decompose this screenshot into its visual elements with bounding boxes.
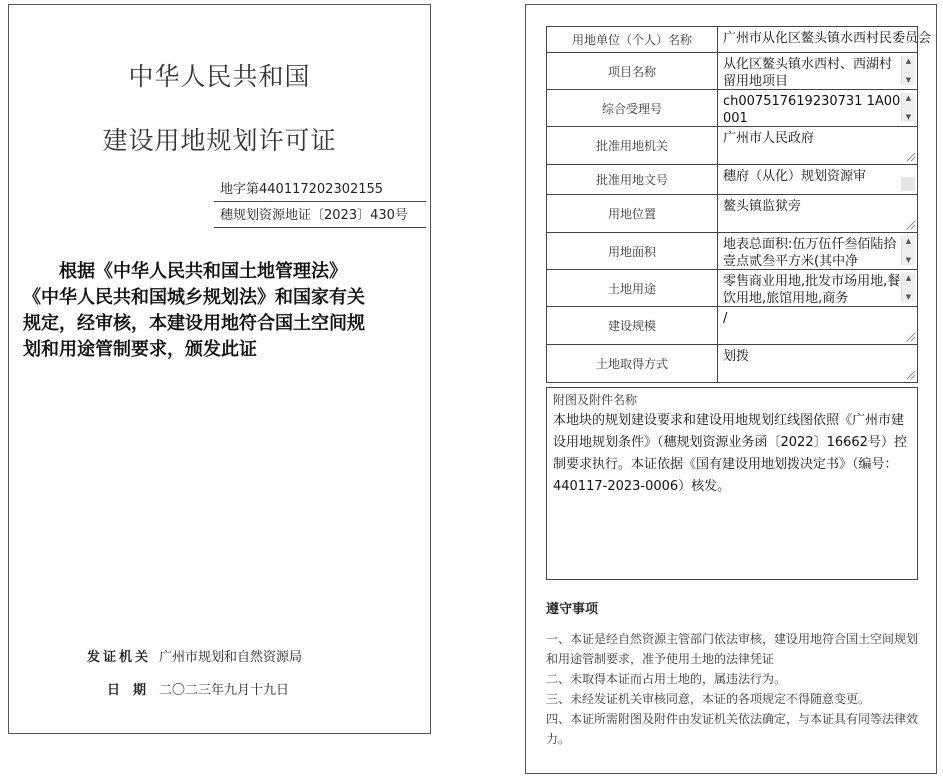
scroll-up-icon[interactable]: ▲ [905, 94, 912, 102]
notice-item: 一、本证是经自然资源主管部门依法审核，建设用地符合国土空间规划和用途管制要求，准予使用土地的法律凭证 [546, 632, 919, 666]
certificate-cover-page [8, 4, 431, 734]
row-label: 批准用地机关 [547, 127, 718, 165]
scroll-up-icon[interactable]: ▲ [905, 274, 912, 282]
scroll-up-icon[interactable]: ▲ [905, 57, 912, 65]
row-label: 用地位置 [547, 195, 718, 233]
attachment-text: 本地块的规划建设要求和建设用地规划红线图依照《广州市建设用地规划条件》（穗规划资源业务函〔2022〕16662号）控制要求执行。本证依据《国有建设用地划拨决定书》（编号：440117-2023-0006）核发。 [553, 413, 907, 494]
row-label: 用地面积 [547, 233, 718, 270]
scroll-down-icon[interactable]: ▼ [905, 113, 912, 121]
scroll-down-icon[interactable]: ▼ [905, 293, 912, 301]
declaration-line: 《中华人民共和国城乡规划法》和国家有关 [23, 287, 365, 308]
declaration-line: 规定，经审核，本建设用地符合国土空间规 [23, 313, 365, 334]
attachment-box [546, 387, 918, 580]
scroll-down-icon[interactable]: ▼ [905, 256, 912, 264]
table-row [547, 233, 918, 270]
date-label: 日期 [107, 683, 160, 698]
issuer-value: 广州市规划和自然资源局 [159, 650, 303, 665]
issuer-row [87, 646, 302, 665]
scroll-up-icon[interactable]: ▲ [905, 237, 912, 245]
notice-item: 二、未取得本证而占用土地的，属违法行为。 [546, 672, 787, 686]
row-label: 批准用地文号 [547, 165, 718, 195]
title-certificate: 建设用地规划许可证 [102, 126, 337, 155]
date-value: 二〇二三年九月十九日 [159, 683, 290, 698]
table-row [547, 195, 918, 233]
declaration-line: 划和用途管制要求，颁发此证 [23, 339, 257, 360]
land-use-field[interactable]: 零售商业用地,批发市场用地,餐饮用地,旅馆用地,商务 ▲ ▼ [718, 270, 917, 305]
resize-grip-icon[interactable] [905, 331, 915, 341]
scrollbar[interactable] [901, 273, 915, 302]
unit-name-field[interactable]: 广州市从化区鳌头镇水西村民委员会 [723, 31, 932, 46]
construction-scale-field[interactable]: / [718, 307, 917, 343]
notice-item: 三、未经发证机关审核同意，本证的各项规定不得随意变更。 [546, 692, 871, 706]
table-row [547, 127, 918, 165]
certificate-number: 地字第440117202302155 [214, 176, 426, 202]
resize-grip-icon[interactable] [901, 177, 915, 191]
land-area-field[interactable]: 地表总面积:伍万伍仟叁佰陆拾壹点贰叁平方米(其中净 ▲ ▼ [718, 233, 917, 268]
certificate-document-number: 穗规划资源地证〔2023〕430号 [214, 202, 426, 228]
land-location-field[interactable]: 鳌头镇监狱旁 [718, 195, 917, 231]
table-row [547, 345, 918, 383]
table-row [547, 270, 918, 307]
row-label: 用地单位（个人）名称 [547, 27, 718, 53]
scrollbar[interactable] [901, 236, 915, 265]
notice-item: 四、本证所需附图及附件由发证机关依法确定，与本证具有同等法律效力。 [546, 712, 919, 746]
approving-authority-field[interactable]: 广州市人民政府 [718, 127, 917, 163]
declaration-line: 根据《中华人民共和国土地管理法》 [59, 261, 347, 282]
notice-list [546, 629, 926, 749]
table-row [547, 90, 918, 127]
table-row [547, 307, 918, 345]
row-label: 建设规模 [547, 307, 718, 345]
scroll-down-icon[interactable]: ▼ [905, 76, 912, 84]
issuer-label: 发证机关 [87, 650, 152, 665]
notice-title: 遵守事项 [546, 602, 599, 617]
row-label: 综合受理号 [547, 90, 718, 127]
row-label: 土地取得方式 [547, 345, 718, 383]
resize-grip-icon[interactable] [905, 369, 915, 379]
attachment-caption: 附图及附件名称 [553, 393, 638, 407]
row-label: 项目名称 [547, 53, 718, 90]
resize-grip-icon[interactable] [905, 219, 915, 229]
title-country: 中华人民共和国 [128, 62, 311, 91]
table-row [547, 165, 918, 195]
row-label: 土地用途 [547, 270, 718, 307]
declaration-text [23, 259, 421, 363]
details-table [546, 26, 932, 383]
certificate-details-page [525, 4, 937, 774]
table-row [547, 27, 918, 53]
table-row [547, 53, 918, 90]
resize-grip-icon[interactable] [905, 151, 915, 161]
date-row [107, 679, 289, 698]
scrollbar[interactable] [901, 56, 915, 85]
scrollbar[interactable] [901, 93, 915, 122]
acceptance-number-field[interactable]: ch007517619230731 1A00001 ▲ ▼ [718, 90, 917, 125]
acquisition-method-field[interactable]: 划拨 [718, 345, 917, 381]
approval-document-field[interactable]: 穗府（从化）规划资源审 [718, 165, 917, 193]
project-name-field[interactable]: 从化区鳌头镇水西村、西湖村留用地项目 ▲ ▼ [718, 53, 917, 88]
